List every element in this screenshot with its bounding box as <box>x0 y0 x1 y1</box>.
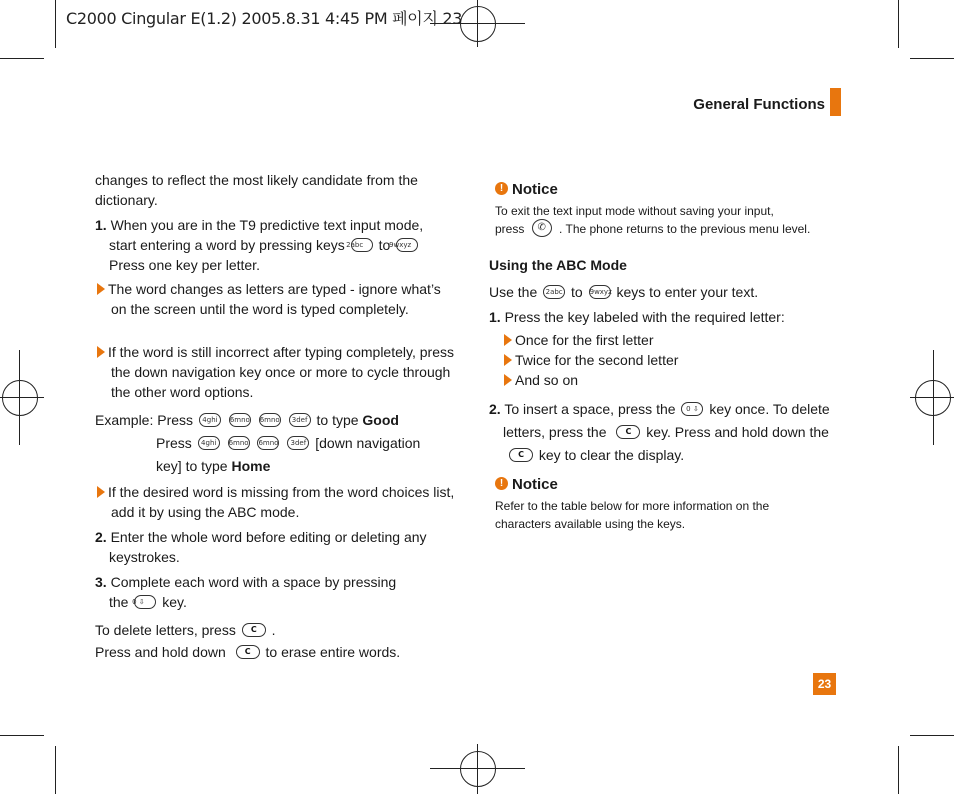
notice-box-2 <box>495 476 855 533</box>
crop-mark <box>910 735 954 736</box>
bullet-item: If the desired word is missing from the word choices list, add it by using the ABC mode. <box>97 482 461 522</box>
key-0-icon: 0 ⇩ <box>681 402 703 416</box>
arrow-bullet-icon <box>504 354 512 366</box>
key-9-icon: 9wxyz <box>589 285 611 299</box>
bullet-item: If the word is still incorrect after typing completely, press the down navigation key once or more to cycle through the other word options. <box>97 342 456 402</box>
key-4-icon: 4ghi <box>198 436 220 450</box>
intro-paragraph: changes to reflect the most likely candidate from the dictionary. <box>95 172 418 208</box>
warning-icon: ! <box>495 477 508 490</box>
key-9-icon: 9wxyz <box>396 238 418 252</box>
clear-key-icon: C <box>236 645 260 659</box>
notice-heading: ! Notice <box>495 476 855 494</box>
bullet-item: The word changes as letters are typed - ignore what’s on the screen until the word is typed completely. <box>97 279 456 319</box>
example-line-3: key] to type Home <box>156 458 271 474</box>
print-slug: C2000 Cingular E(1.2) 2005.8.31 4:45 PM 페이지 23 <box>66 9 463 28</box>
notice-heading: ! Notice <box>495 181 855 199</box>
example-line-1: Example: Press 4ghi 6mno 6mno 3def to type Good <box>95 412 399 428</box>
hold-instruction: Press and hold down C to erase entire words. <box>95 644 401 660</box>
crop-mark <box>0 735 44 736</box>
notice-text: Refer to the table below for more information on the <box>495 499 770 513</box>
key-6-icon: 6mno <box>229 413 251 427</box>
arrow-bullet-icon <box>97 486 105 498</box>
arrow-bullet-icon <box>97 346 105 358</box>
arrow-bullet-icon <box>504 334 512 346</box>
step-3: 3. Complete each word with a space by pressing the 0 ⇩ key. <box>95 574 397 610</box>
abc-sub-item: And so on <box>504 370 578 390</box>
key-2-icon: 2abc <box>543 285 565 299</box>
abc-sub-item: Once for the first letter <box>504 330 654 350</box>
abc-step-2: 2. To insert a space, press the 0 ⇩ key once. To delete letters, press the C key. Press and hold down the C key to clear the display. <box>489 401 830 463</box>
key-6-icon: 6mno <box>257 436 279 450</box>
abc-mode-heading: Using the ABC Mode <box>489 257 627 273</box>
clear-key-icon: C <box>616 425 640 439</box>
step-text: When you are in the T9 predictive text input mode, start entering a word by pressing keys <box>109 217 424 253</box>
notice-box-1 <box>495 181 855 239</box>
step-2: 2. Enter the whole word before editing or deleting any keystrokes. <box>95 529 427 565</box>
crop-mark <box>910 58 954 59</box>
arrow-bullet-icon <box>504 374 512 386</box>
delete-instruction: To delete letters, press C . <box>95 622 276 638</box>
step-number: 1. <box>95 217 107 233</box>
key-6-icon: 6mno <box>228 436 250 450</box>
key-2-icon: 2abc <box>351 238 373 252</box>
example-word: Home <box>231 458 271 474</box>
arrow-bullet-icon <box>97 283 105 295</box>
send-key-icon: ✆ <box>532 219 552 237</box>
clear-key-icon: C <box>509 448 533 462</box>
abc-sub-item: Twice for the second letter <box>504 350 678 370</box>
notice-text: press ✆ . The phone returns to the previous menu level. <box>495 220 855 239</box>
abc-step-1: 1. Press the key labeled with the required letter: <box>489 309 785 325</box>
key-3-icon: 3def <box>289 413 311 427</box>
key-4-icon: 4ghi <box>199 413 221 427</box>
section-title: General Functions <box>693 96 825 113</box>
notice-text: characters available using the keys. <box>495 517 686 531</box>
section-tab <box>830 88 841 116</box>
warning-icon: ! <box>495 182 508 195</box>
crop-mark <box>55 746 56 794</box>
example-word: Good <box>362 412 399 428</box>
key-3-icon: 3def <box>287 436 309 450</box>
crop-mark <box>898 0 899 48</box>
crop-mark <box>55 0 56 48</box>
example-line-2: Press 4ghi 6mno 6mno 3def [down navigation <box>156 435 421 451</box>
page-number: 23 <box>813 673 836 695</box>
step-text: Press one key per letter. <box>109 257 260 273</box>
crop-mark <box>898 746 899 794</box>
notice-text: To exit the text input mode without saving your input, <box>495 204 774 218</box>
key-6-icon: 6mno <box>259 413 281 427</box>
clear-key-icon: C <box>242 623 266 637</box>
step-text: to <box>378 237 391 253</box>
step-1 <box>95 215 440 275</box>
crop-mark <box>0 58 44 59</box>
abc-usage: Use the 2abc to 9wxyz keys to enter your text. <box>489 284 759 300</box>
key-0-icon: 0 ⇩ <box>134 595 156 609</box>
